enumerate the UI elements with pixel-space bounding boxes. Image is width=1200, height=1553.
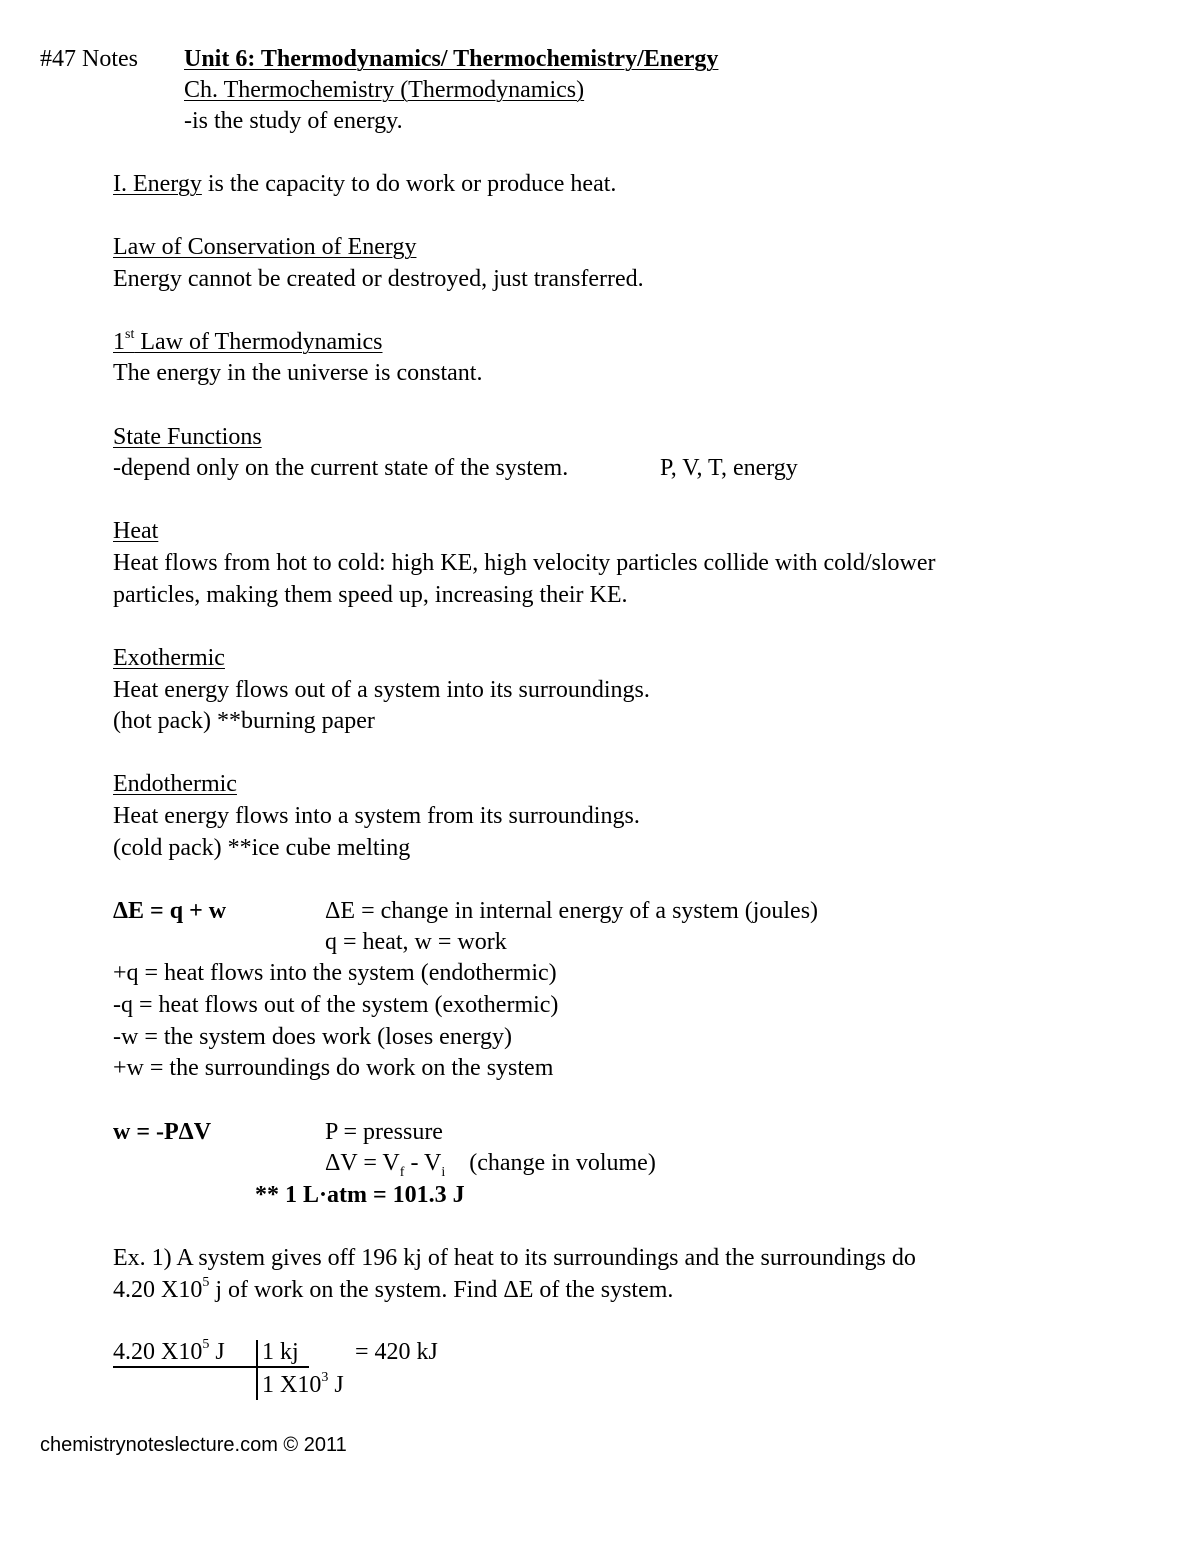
state-functions-heading: State Functions: [113, 424, 262, 450]
endothermic-line2: (cold pack) **ice cube melting: [113, 835, 411, 861]
example-exponent: 5: [202, 1275, 210, 1290]
conservation-heading: Law of Conservation of Energy: [113, 234, 417, 260]
unit-title: Unit 6: Thermodynamics/ Thermochemistry/Energy: [184, 46, 719, 72]
first-law-heading: [113, 327, 383, 358]
calc-num-exponent: 5: [202, 1337, 210, 1352]
heat-heading: Heat: [113, 518, 159, 544]
conservation-text: Energy cannot be created or destroyed, just transferred.: [113, 266, 644, 292]
sign-rule: +q = heat flows into the system (endothermic): [113, 960, 557, 986]
example-value: 4.20 X10: [113, 1277, 203, 1303]
energy-formula: ΔE = q + w: [113, 898, 227, 924]
final-subscript: f: [399, 1164, 405, 1180]
chapter-title: Ch. Thermochemistry (Thermodynamics): [184, 77, 585, 103]
calc-num-unit: J: [209, 1339, 225, 1365]
calc-divider-bar: [256, 1340, 258, 1400]
first-law-text: The energy in the universe is constant.: [113, 360, 483, 386]
endothermic-heading: Endothermic: [113, 771, 237, 797]
example-text: j of work on the system. Find ΔE of the system.: [209, 1277, 674, 1303]
exothermic-line2: (hot pack) **burning paper: [113, 708, 375, 734]
chapter-definition: -is the study of energy.: [184, 108, 403, 134]
calc-num-value: 4.20 X10: [113, 1339, 203, 1365]
energy-definition: [113, 169, 616, 200]
minus-v: - V: [404, 1150, 442, 1176]
calc-fraction-line: [113, 1366, 309, 1368]
initial-subscript: i: [441, 1164, 446, 1180]
sign-rule: +w = the surroundings do work on the system: [113, 1055, 554, 1081]
footer-copyright: chemistrynoteslecture.com © 2011: [40, 1434, 347, 1456]
calc-den-unit: J: [328, 1372, 344, 1398]
first-law-heading-text: Law of Thermodynamics: [134, 329, 383, 355]
energy-text: is the capacity to do work or produce heat.: [201, 171, 617, 197]
delta-v-label: ΔV = V: [325, 1150, 400, 1176]
state-functions-examples: P, V, T, energy: [660, 455, 798, 481]
heat-text-line2: particles, making them speed up, increasing their KE.: [113, 582, 628, 608]
exothermic-line1: Heat energy flows out of a system into its surroundings.: [113, 677, 650, 703]
endothermic-line1: Heat energy flows into a system from its surroundings.: [113, 803, 640, 829]
first-law-number: 1: [113, 329, 125, 355]
first-law-ordinal: st: [125, 327, 135, 342]
work-formula-def2: [325, 1148, 656, 1179]
energy-term: I. Energy: [113, 171, 202, 197]
calc-factor-denominator: [262, 1370, 344, 1401]
heat-text-line1: Heat flows from hot to cold: high KE, high velocity particles collide with cold/slower: [113, 550, 936, 576]
energy-formula-def2: q = heat, w = work: [325, 929, 507, 955]
state-functions-text: -depend only on the current state of the system.: [113, 455, 569, 481]
exothermic-heading: Exothermic: [113, 645, 225, 671]
calc-factor-numerator: 1 kj: [262, 1339, 299, 1365]
work-formula: w = -PΔV: [113, 1119, 212, 1145]
example-line2: [113, 1275, 673, 1306]
conversion-factor: ** 1 L·atm = 101.3 J: [255, 1182, 465, 1208]
calc-den-value: 1 X10: [262, 1372, 322, 1398]
calc-numerator: [113, 1337, 225, 1368]
volume-note: (change in volume): [445, 1150, 656, 1176]
example-line1: Ex. 1) A system gives off 196 kj of heat to its surroundings and the surroundings do: [113, 1245, 916, 1271]
sign-rule: -w = the system does work (loses energy): [113, 1024, 513, 1050]
energy-formula-def1: ΔE = change in internal energy of a system (joules): [325, 898, 819, 924]
notes-label: #47 Notes: [40, 46, 138, 72]
sign-rule: -q = heat flows out of the system (exothermic): [113, 992, 559, 1018]
calc-den-exponent: 3: [321, 1370, 329, 1385]
work-formula-def1: P = pressure: [325, 1119, 443, 1145]
calc-result: = 420 kJ: [355, 1339, 438, 1365]
